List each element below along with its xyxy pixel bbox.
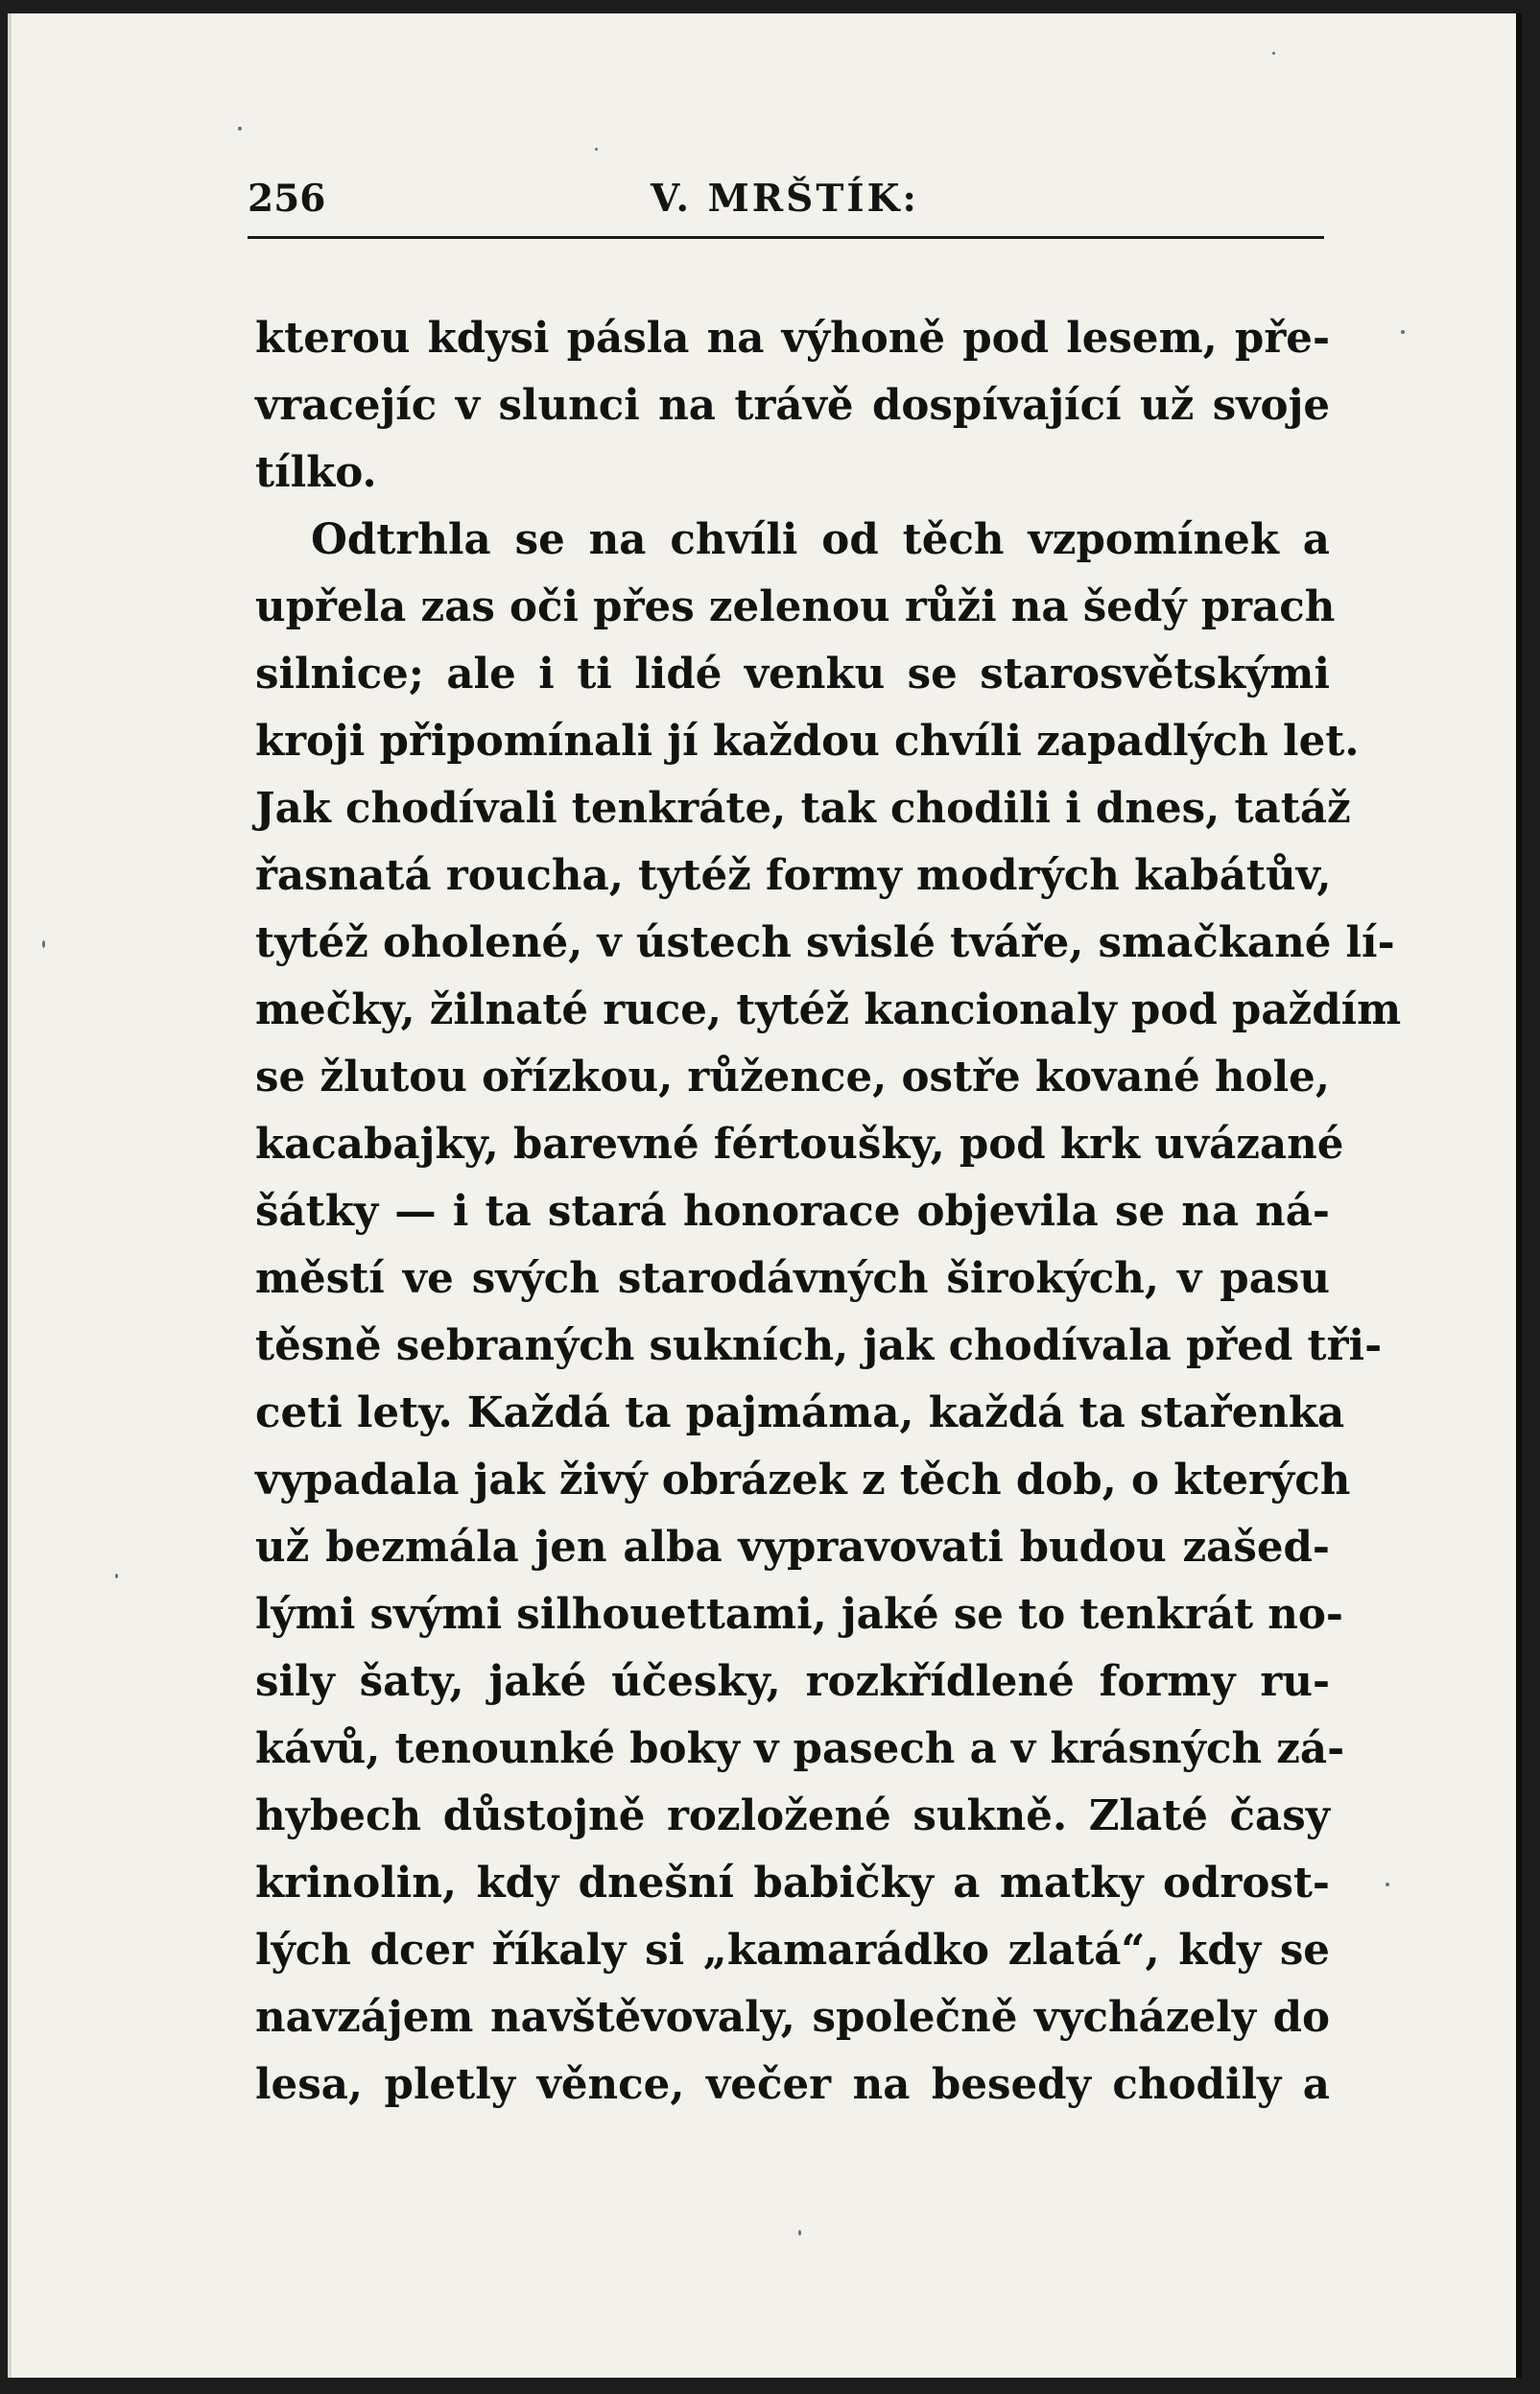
text-line: hybech důstojně rozložené sukně. Zlaté časy	[255, 1791, 1330, 1840]
text-line: krinolin, kdy dnešní babičky a matky odrost-	[255, 1859, 1330, 1908]
text-line: lých dcer říkaly si „kamarádko zlatá“, kdy se	[255, 1926, 1330, 1975]
text-line: kroji připomínali jí každou chvíli zapadlých let.	[255, 717, 1360, 766]
header-rule	[248, 236, 1324, 239]
text-line: silnice; ale i ti lidé venku se starosvětskými	[255, 650, 1330, 699]
scan-speck	[1386, 1883, 1389, 1886]
text-line: těsně sebraných sukních, jak chodívala před tři-	[255, 1321, 1383, 1370]
text-line: navzájem navštěvovaly, společně vycházely do	[255, 1993, 1330, 2042]
text-line: Jak chodívali tenkráte, tak chodili i dnes, tatáž	[255, 784, 1351, 833]
text-line: Odtrhla se na chvíli od těch vzpomínek a	[311, 515, 1330, 564]
running-head: V. MRŠTÍK:	[651, 177, 919, 221]
text-line: městí ve svých starodávných širokých, v pasu	[255, 1254, 1330, 1303]
text-line: řasnatá roucha, tytéž formy modrých kabátův,	[255, 851, 1332, 900]
scan-speck	[238, 127, 242, 130]
text-line: tytéž oholené, v ústech svislé tváře, smačkané lí-	[255, 918, 1395, 967]
page-header	[248, 167, 1324, 234]
text-line: vracejíc v slunci na trávě dospívající už svoje	[255, 381, 1330, 430]
text-line: kterou kdysi pásla na výhoně pod lesem, pře-	[255, 314, 1330, 363]
text-line: vypadala jak živý obrázek z těch dob, o kterých	[255, 1456, 1351, 1505]
text-line: tílko.	[255, 448, 377, 497]
scan-speck	[595, 148, 598, 151]
text-line: kacabajky, barevné fértoušky, pod krk uvázané	[255, 1120, 1344, 1169]
text-line: kávů, tenounké boky v pasech a v krásných zá-	[255, 1724, 1345, 1773]
text-line: lými svými silhouettami, jaké se to tenkrát no-	[255, 1590, 1343, 1639]
text-line: upřela zas oči přes zelenou růži na šedý prach	[255, 582, 1336, 631]
body-text	[255, 305, 1402, 2119]
scan-speck	[1401, 330, 1405, 334]
text-line: už bezmála jen alba vypravovati budou zašed-	[255, 1523, 1330, 1572]
scan-speck	[1272, 52, 1275, 55]
text-line: mečky, žilnaté ruce, tytéž kancionaly pod paždím	[255, 985, 1402, 1034]
text-line: lesa, pletly věnce, večer na besedy chodily a	[255, 2060, 1330, 2109]
scan-speck	[115, 1574, 118, 1578]
scan-speck	[42, 940, 45, 948]
scan-speck	[798, 2230, 801, 2236]
text-line: se žlutou ořízkou, růžence, ostře kované hole,	[255, 1053, 1330, 1102]
text-line: ceti lety. Každá ta pajmáma, každá ta stařenka	[255, 1388, 1345, 1437]
page-number: 256	[248, 177, 326, 221]
text-line: šátky — i ta stará honorace objevila se na ná-	[255, 1187, 1330, 1236]
text-line: sily šaty, jaké účesky, rozkřídlené formy ru-	[255, 1657, 1330, 1706]
